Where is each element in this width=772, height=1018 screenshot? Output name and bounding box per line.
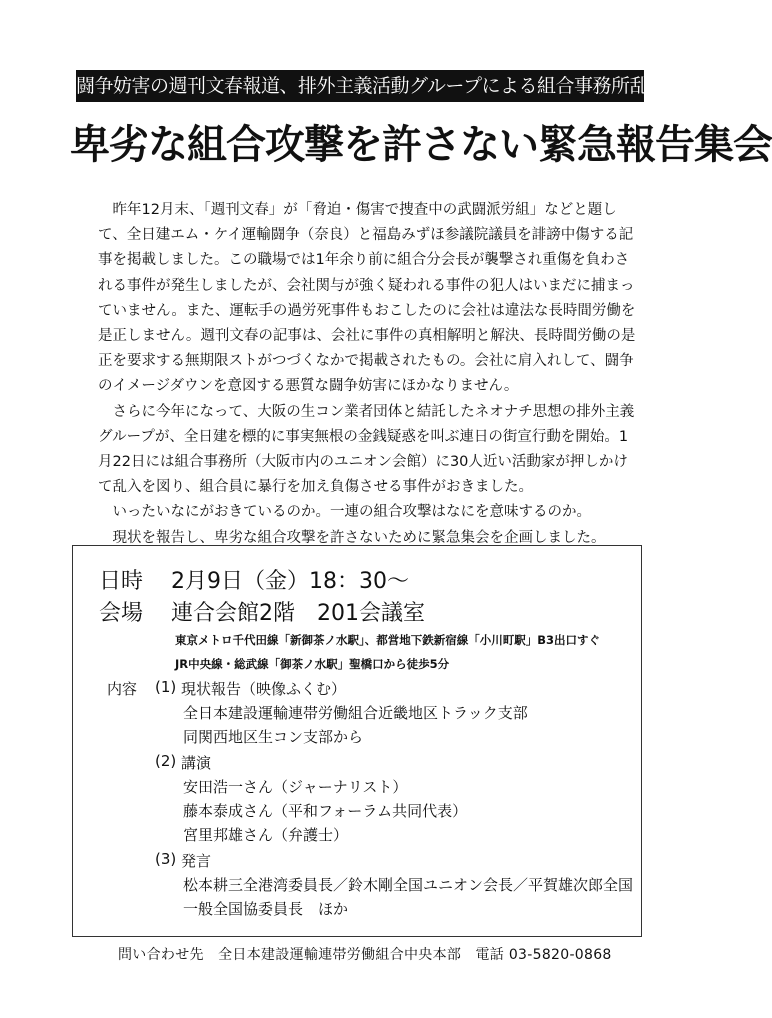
item-number: (3) <box>155 850 177 868</box>
date-value: 2月9日（金）18：30〜 <box>171 569 409 594</box>
date-label: 日時 <box>99 569 144 594</box>
item-line: 宮里邦雄さん（弁護士） <box>183 826 349 844</box>
item-line: 全日本建設運輸連帯労働組合近畿地区トラック支部 <box>183 704 528 722</box>
event-venue-row <box>99 596 425 627</box>
item-line: 藤本泰成さん（平和フォーラム共同代表） <box>183 802 468 820</box>
paragraph: 現状を報告し、卑劣な組合攻撃を許さないために緊急集会を企画しました。 <box>112 529 606 546</box>
event-info-box <box>72 545 642 937</box>
contact-footer: 問い合わせ先 全日本建設運輸連帯労働組合中央本部 電話 03-5820-0868 <box>118 947 612 963</box>
page-title: 卑劣な組合攻撃を許さない緊急報告集会 <box>70 121 772 168</box>
item-line: 松本耕三全港湾委員長／鈴木剛全国ユニオン会長／平賀雄次郎全国 <box>183 876 634 894</box>
item-line: 講演 <box>181 754 212 772</box>
item-line: 現状報告（映像ふくむ） <box>181 680 347 698</box>
event-date-row <box>99 564 409 595</box>
item-line: 安田浩一さん（ジャーナリスト） <box>183 778 408 796</box>
item-line: 一般全国協委員長 ほか <box>183 900 349 918</box>
item-number: (2) <box>155 752 177 770</box>
paragraph: さらに今年になって、大阪の生コン業者団体と結託したネオナチ思想の排外主義グループが、全日建を標的に事実無根の金銭疑惑を叫ぶ連日の街宣行動を開始。1月22日には組合事務所（大阪市内のユニオン会館）に30人近い活動家が押しかけて乱入を図り、組合員に暴行を加え負傷させる事件がおきました。 <box>98 403 635 496</box>
access-line: 東京メトロ千代田線「新御茶ノ水駅」、都営地下鉄新宿線「小川町駅」B3出口すぐ <box>175 633 601 647</box>
body-text <box>98 198 638 551</box>
content-label: 内容 <box>107 680 138 698</box>
venue-value: 連合会館2階 201会議室 <box>171 601 425 626</box>
paragraph: 昨年12月末、「週刊文春」が「脅迫・傷害で捜査中の武闘派労組」などと題して、全日建エム・ケイ運輸闘争（奈良）と福島みずほ参議院議員を誹謗中傷する記事を掲載しました。この職場では1年余り前に組合分会長が襲撃され重傷を負わされる事件が発生しましたが、会社関与が強く疑われる事件の犯人はいまだに捕まっていません。また、運転手の過労死事件もおこしたのに会社は違法な長時間労働を是正しません。週刊文春の記事は、会社に事件の真相解明と解決、長時間労働の是正を要求する無期限ストがつづくなかで掲載されたもの。会社に肩入れして、闘争のイメージダウンを意図する悪質な闘争妨害にほかなりません。 <box>98 202 636 395</box>
item-number: (1) <box>155 678 177 696</box>
venue-label: 会場 <box>99 601 144 626</box>
item-line: 同関西地区生コン支部から <box>183 728 364 746</box>
item-line: 発言 <box>181 852 212 870</box>
access-line: JR中央線・総武線「御茶ノ水駅」聖橋口から徒歩5分 <box>175 657 450 671</box>
header-banner: 闘争妨害の週刊文春報道、排外主義活動グループによる組合事務所乱入・暴行事件 <box>76 70 644 102</box>
paragraph: いったいなにがおきているのか。一連の組合攻撃はなにを意味するのか。 <box>112 504 591 521</box>
